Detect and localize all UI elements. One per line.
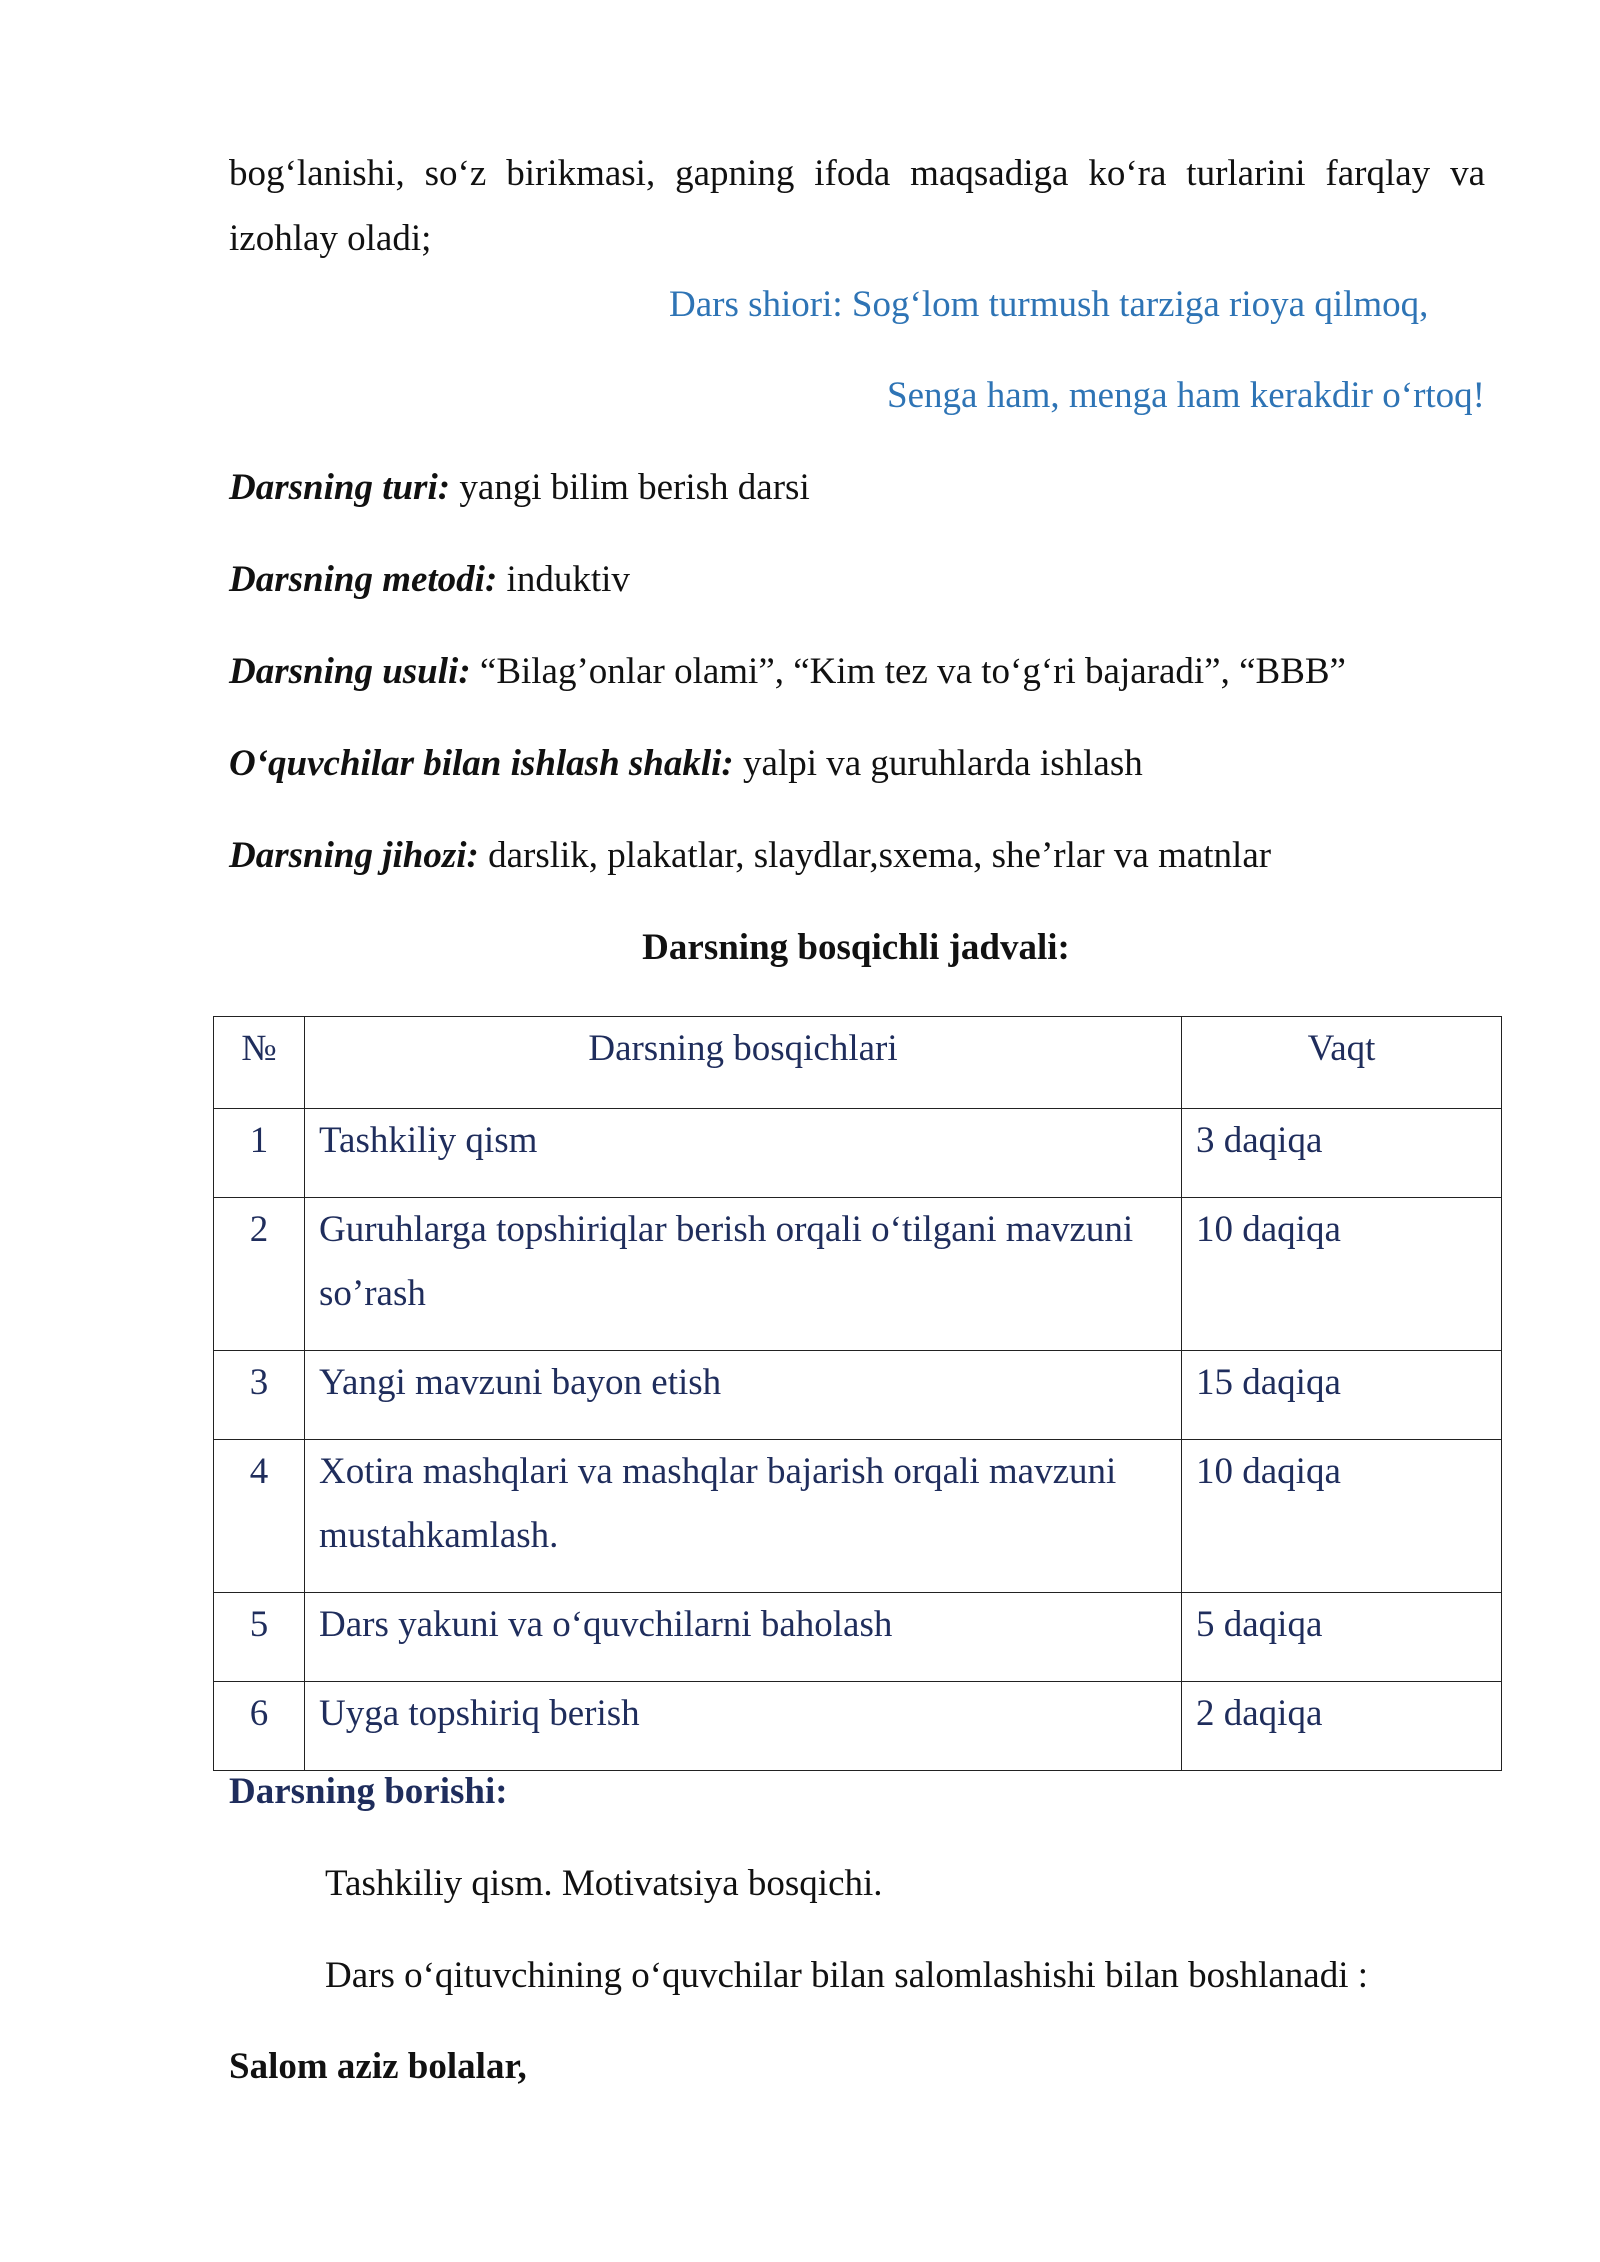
progress-heading: Darsning borishi: — [229, 1771, 508, 1812]
table-row — [214, 1198, 1502, 1351]
row-stage: Tashkiliy qism — [305, 1109, 1182, 1198]
field-label: Darsning usuli: — [229, 651, 471, 692]
row-number: 4 — [214, 1440, 305, 1593]
header-number: № — [214, 1017, 305, 1109]
row-number: 6 — [214, 1682, 305, 1771]
field-label: Darsning turi: — [229, 467, 451, 508]
field-lesson-type — [229, 466, 810, 510]
intro-line-2: izohlay oladi; — [229, 218, 432, 259]
row-stage: Uyga topshiriq berish — [305, 1682, 1182, 1771]
field-value: induktiv — [497, 559, 630, 600]
table-row — [214, 1351, 1502, 1440]
field-value: yangi bilim berish darsi — [450, 467, 810, 508]
field-lesson-method — [229, 558, 630, 602]
row-time: 3 daqiqa — [1182, 1109, 1502, 1198]
row-time: 10 daqiqa — [1182, 1198, 1502, 1351]
row-number: 3 — [214, 1351, 305, 1440]
motto-line-2: Senga ham, menga ham kerakdir o‘rtoq! — [887, 375, 1485, 416]
field-equipment — [229, 834, 1271, 878]
field-value: darslik, plakatlar, slaydlar,sxema, she’rlar va matnlar — [478, 835, 1272, 876]
motto-line-1: Dars shiori: Sog‘lom turmush tarziga rioya qilmoq, — [669, 284, 1429, 325]
table-title: Darsning bosqichli jadvali: — [642, 927, 1070, 968]
header-time: Vaqt — [1182, 1017, 1502, 1109]
field-label: Darsning jihozi: — [229, 835, 479, 876]
lesson-stages-table — [213, 1016, 1502, 1771]
field-label: Darsning metodi: — [229, 559, 498, 600]
table-row — [214, 1682, 1502, 1771]
row-time: 10 daqiqa — [1182, 1440, 1502, 1593]
field-value: “Bilag’onlar olami”, “Kim tez va to‘g‘ri bajaradi”, “BBB” — [470, 651, 1346, 692]
table-row — [214, 1440, 1502, 1593]
row-number: 5 — [214, 1593, 305, 1682]
row-time: 2 daqiqa — [1182, 1682, 1502, 1771]
field-work-form — [229, 742, 1143, 786]
header-stages: Darsning bosqichlari — [305, 1017, 1182, 1109]
row-number: 1 — [214, 1109, 305, 1198]
row-time: 15 daqiqa — [1182, 1351, 1502, 1440]
table-row — [214, 1109, 1502, 1198]
greeting: Salom aziz bolalar, — [229, 2046, 527, 2087]
row-number: 2 — [214, 1198, 305, 1351]
row-time: 5 daqiqa — [1182, 1593, 1502, 1682]
row-stage: Xotira mashqlari va mashqlar bajarish orqali mavzuni mustahkamlash. — [305, 1440, 1182, 1593]
table-row — [214, 1593, 1502, 1682]
row-stage: Yangi mavzuni bayon etish — [305, 1351, 1182, 1440]
field-label: O‘quvchilar bilan ishlash shakli: — [229, 743, 734, 784]
progress-paragraph-2: Dars o‘qituvchining o‘quvchilar bilan salomlashishi bilan boshlanadi : — [325, 1955, 1369, 1996]
table-header-row — [214, 1017, 1502, 1109]
progress-paragraph-1: Tashkiliy qism. Motivatsiya bosqichi. — [325, 1863, 883, 1904]
field-value: yalpi va guruhlarda ishlash — [733, 743, 1143, 784]
row-stage: Dars yakuni va o‘quvchilarni baholash — [305, 1593, 1182, 1682]
intro-line-1: bog‘lanishi, so‘z birikmasi, gapning ifoda maqsadiga ko‘ra turlarini farqlay va — [229, 153, 1485, 194]
row-stage: Guruhlarga topshiriqlar berish orqali o‘tilgani mavzuni so’rash — [305, 1198, 1182, 1351]
field-lesson-approach — [229, 650, 1346, 694]
